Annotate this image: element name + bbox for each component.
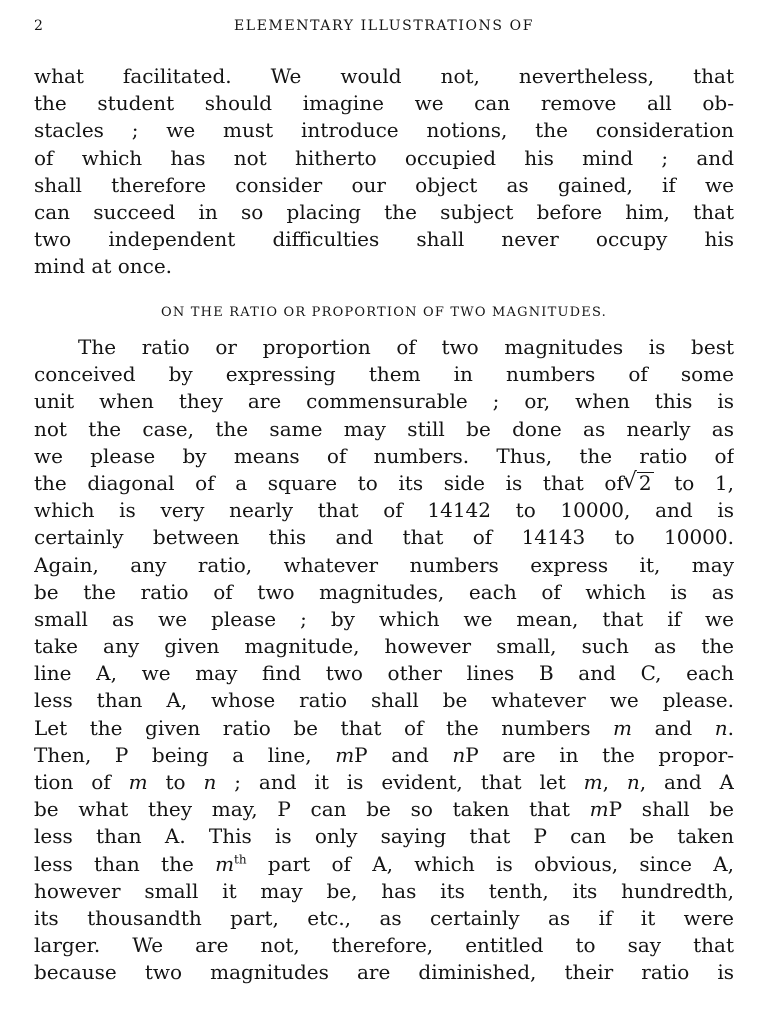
page-number: 2	[34, 18, 45, 34]
text-line: of which has not hitherto occupied his mind ; and	[34, 145, 734, 170]
math-variable: m	[128, 770, 148, 794]
text-line	[34, 769, 734, 796]
text-fragment: P and	[354, 742, 453, 767]
text-fragment: to	[147, 770, 204, 794]
text-line: which is very nearly that of 14142 to 10000, and is	[34, 498, 734, 523]
text-fragment: ; and it is evident, that let	[216, 770, 584, 794]
text-fragment: to 1,	[653, 470, 734, 495]
text-fragment: be what they may, P can be so taken that	[34, 797, 590, 822]
text-line: less than A. This is only saying that P can be taken	[34, 824, 734, 849]
math-variable: m	[589, 797, 609, 822]
intro-paragraph	[34, 63, 734, 281]
text-line: shall therefore consider our object as gained, if we	[34, 172, 734, 197]
text-fragment: part of A, which is obvious, since A,	[246, 851, 734, 876]
text-line: small as we please ; by which we mean, that if we	[34, 606, 734, 631]
math-variable: n	[626, 770, 640, 794]
running-head	[34, 18, 734, 44]
text-fragment: less than the	[34, 851, 216, 876]
text-line: the student should imagine we can remove all ob-	[34, 91, 734, 116]
text-fragment: Then, P being a line,	[34, 742, 336, 767]
text-line: certainly between this and that of 14143 to 10000.	[34, 525, 734, 550]
text-line: conceived by expressing them in numbers of some	[34, 362, 734, 387]
text-line: not the case, the same may still be done as nearly as	[34, 416, 734, 441]
ratio-paragraph	[34, 334, 734, 987]
text-line: larger. We are not, therefore, entitled to say that	[34, 933, 734, 958]
math-variable: n	[714, 715, 728, 740]
text-line: less than A, whose ratio shall be whatever we please.	[34, 688, 734, 713]
text-fragment: P are in the propor-	[465, 742, 734, 767]
math-variable: n	[452, 742, 466, 767]
section-heading: ON THE RATIO OR PROPORTION OF TWO MAGNITUDES.	[161, 305, 607, 320]
text-line	[34, 796, 734, 823]
text-line: we please by means of numbers. Thus, the ratio of	[34, 443, 734, 468]
text-line: line A, we may find two other lines B and C, each	[34, 661, 734, 686]
text-fragment: .	[727, 715, 734, 740]
text-line: however small it may be, has its tenth, its hundredth,	[34, 878, 734, 903]
text-fragment: , and A	[639, 770, 734, 794]
text-line: what facilitated. We would not, nevertheless, that	[34, 64, 734, 88]
running-title: ELEMENTARY ILLUSTRATIONS OF	[233, 18, 535, 34]
text-line: take any given magnitude, however small, such as the	[34, 634, 734, 659]
math-variable: n	[203, 770, 217, 794]
math-variable: m	[583, 770, 603, 794]
text-fragment: P shall be	[608, 797, 734, 822]
text-fragment: ,	[602, 770, 627, 794]
text-line	[34, 742, 734, 769]
math-variable: m	[335, 742, 355, 767]
math-variable: m	[613, 715, 633, 740]
text-fragment: the diagonal of a square to its side is that of	[34, 470, 624, 495]
text-line: The ratio or proportion of two magnitudes is best	[78, 335, 734, 359]
text-line: be the ratio of two magnitudes, each of which is as	[34, 579, 734, 604]
text-line	[34, 715, 734, 742]
text-fragment: and	[632, 715, 715, 740]
text-line: two independent difficulties shall never occupy his	[34, 227, 734, 252]
text-fragment: Let the given ratio be that of the numbers	[34, 715, 614, 740]
math-variable: m	[215, 851, 235, 876]
text-line: stacles ; we must introduce notions, the consideration	[34, 118, 734, 143]
text-line: can succeed in so placing the subject before him, that	[34, 199, 734, 224]
text-line	[34, 851, 734, 878]
radicand: 2	[638, 470, 652, 495]
text-line: mind at once.	[34, 254, 173, 279]
text-line: because two magnitudes are diminished, their ratio is	[34, 960, 734, 985]
text-line: its thousandth part, etc., as certainly as if it were	[34, 905, 734, 930]
text-line: unit when they are commensurable ; or, when this is	[34, 389, 734, 414]
text-line: Again, any ratio, whatever numbers express it, may	[34, 552, 734, 577]
text-fragment: tion of	[34, 770, 129, 794]
square-root-symbol	[625, 470, 654, 497]
superscript: th	[234, 851, 247, 866]
text-line-sqrt	[34, 470, 734, 497]
